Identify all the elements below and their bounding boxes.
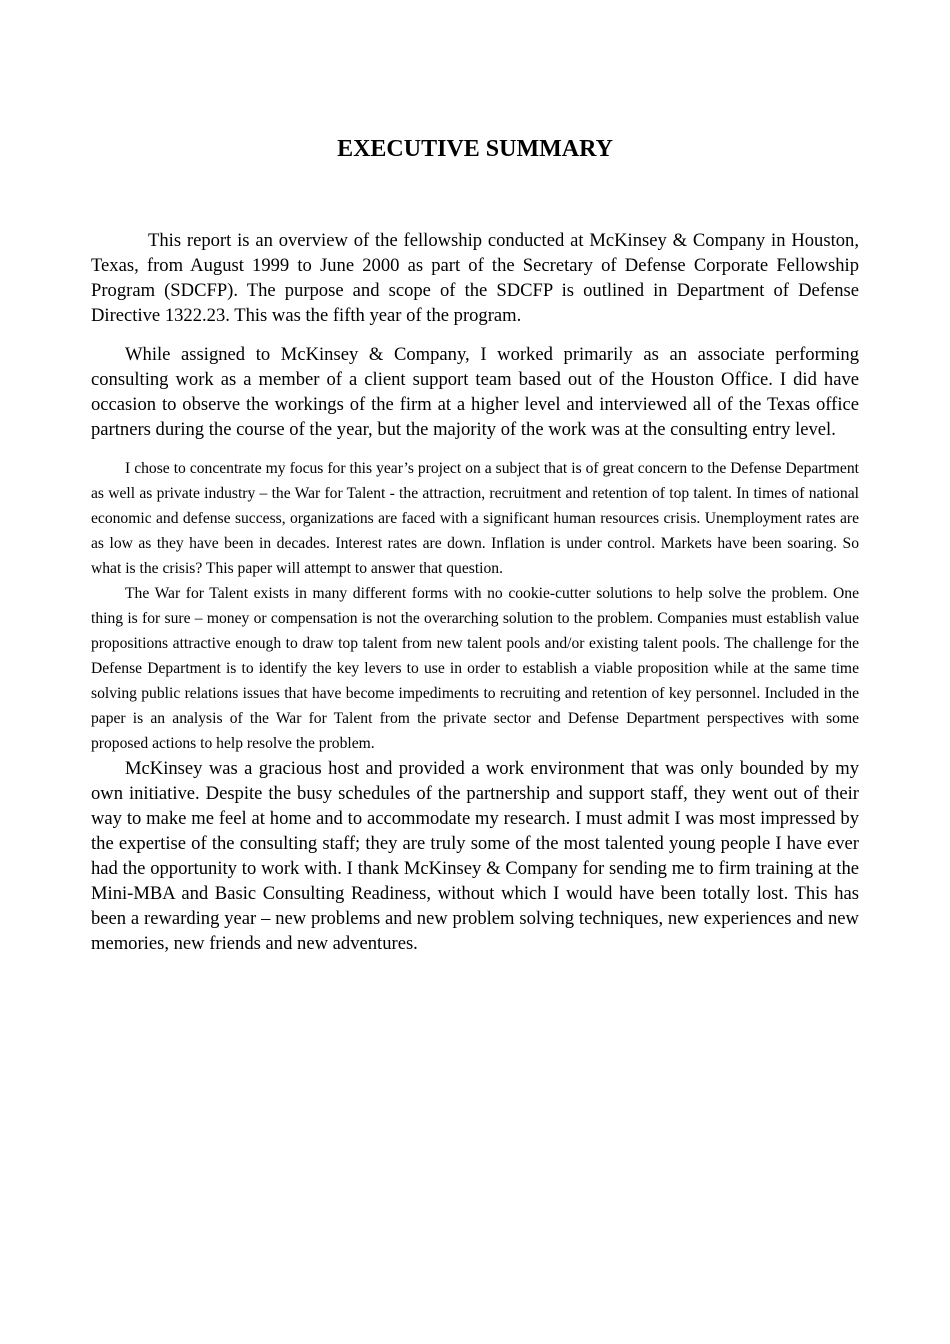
paragraph-war-for-talent: The War for Talent exists in many different forms with no cookie-cutter solutions to help solve the problem. One thing is for sure – money or compensation is not the overarching solution to the problem. Companies must establish value propositions attractive enough to draw top talent from new talent pools and/or existing talent pools. The challenge for the Defense Department is to identify the key levers to use in order to establish a viable proposition while at the same time solving public relations issues that have become impediments to recruiting and retention of key personnel. Included in the paper is an analysis of the War for Talent from the private sector and Defense Department perspectives with some proposed actions to help resolve the problem. [91, 585, 859, 752]
paragraph-acknowledgment: McKinsey was a gracious host and provided a work environment that was only bounded by my own initiative. Despite the busy schedules of the partnership and support staff, they went out of their way to make me feel at home and to accommodate my research. I must admit I was most impressed by the expertise of the consulting staff; they are truly some of the most talented young people I have ever had the opportunity to work with. I thank McKinsey & Company for sending me to firm training at the Mini-MBA and Basic Consulting Readiness, without which I would have been totally lost. This has been a rewarding year – new problems and new problem solving techniques, new experiences and new memories, new friends and new adventures. [91, 758, 859, 954]
paragraph-overview: This report is an overview of the fellowship conducted at McKinsey & Company in Houston, Texas, from August 1999 to June 2000 as part of the Secretary of Defense Corporate Fellowship Program (SDCFP). The purpose and scope of the SDCFP is outlined in Department of Defense Directive 1322.23. This was the fifth year of the program. [91, 230, 859, 326]
document-body [91, 228, 859, 956]
page-title: EXECUTIVE SUMMARY [337, 136, 613, 162]
paragraph-assignment: While assigned to McKinsey & Company, I worked primarily as an associate performing consulting work as a member of a client support team based out of the Houston Office. I did have occasion to observe the workings of the firm at a higher level and interviewed all of the Texas office partners during the course of the year, but the majority of the work was at the consulting entry level. [91, 344, 859, 440]
paragraph-project-focus: I chose to concentrate my focus for this year’s project on a subject that is of great concern to the Defense Department as well as private industry – the War for Talent - the attraction, recruitment and retention of top talent. In times of national economic and defense success, organizations are faced with a significant human resources crisis. Unemployment rates are as low as they have been in decades. Interest rates are down. Inflation is under control. Markets have been soaring. So what is the crisis? This paper will attempt to answer that question. [91, 460, 859, 577]
